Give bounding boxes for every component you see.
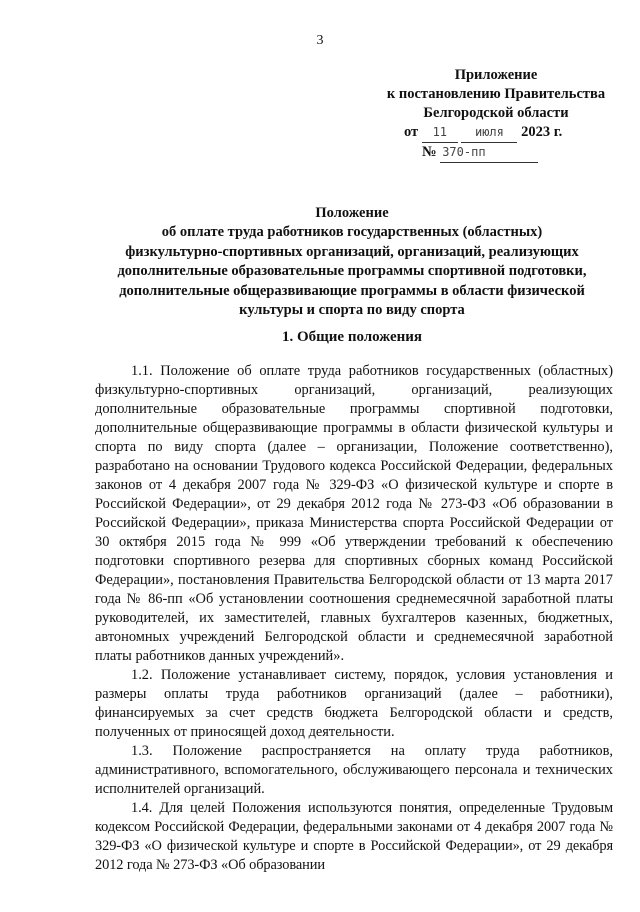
title-line: дополнительные общеразвивающие программы в области физической: [119, 282, 585, 299]
paragraph-1-1: 1.1. Положение об оплате труда работников государственных (областных) физкультурно-спортивных организаций, организаций, реализующих дополнительные образовательные программы спортивной подготовки, дополнительные общеразвивающие программы в области физической культуры и спорта по виду спорта (далее – организации, Положение соответственно), разработано на основании Трудового кодекса Российской Федерации, федеральных законов от 4 декабря 2007 года № 329-ФЗ «О физической культуре и спорте в Российской Федерации», от 29 декабря 2012 года № 273-ФЗ «Об образовании в Российской Федерации», приказа Министерства спорта Российской Федерации от 30 октября 2015 года № 999 «Об утверждении требований к обеспечению подготовки спортивного резерва для спортивных сборных команд Российской Федерации», постановления Правительства Белгородской области от 13 марта 2017 года № 86-пп «Об установлении соотношения среднемесячной заработной платы руководителей, их заместителей, главных бухгалтеров казенных, бюджетных, автономных учреждений Белгородской области и среднемесячной заработной платы работников данных учреждений».: [95, 363, 613, 664]
section-heading: 1. Общие положения: [281, 329, 423, 345]
date-month-stamp: июля: [461, 123, 517, 143]
title-heading: Положение: [315, 205, 389, 221]
page-number: 3: [316, 33, 324, 48]
approval-number: [366, 143, 626, 163]
title-line: культуры и спорта по виду спорта: [239, 302, 465, 319]
approval-title: Приложение: [454, 67, 538, 83]
approval-region-line: Белгородской области: [423, 105, 569, 121]
title-line: об оплате труда работников государственных (областных): [161, 224, 543, 241]
approval-decree-line: к постановлению Правительства: [386, 86, 606, 102]
date-prefix: от: [404, 124, 419, 140]
title-line: дополнительные образовательные программы спортивной подготовки,: [117, 263, 587, 280]
paragraph-1-3: 1.3. Положение распространяется на оплату труда работников, административного, вспомогательного, обслуживающего персонала и технических исполнителей организаций.: [95, 743, 613, 797]
date-year: 2023 г.: [521, 124, 563, 140]
paragraph-1-4: 1.4. Для целей Положения используются понятия, определенные Трудовым кодексом Российской Федерации, федеральными законами от 4 декабря 2007 года № 329-ФЗ «О физической культуре и спорте в Российской Федерации», от 29 декабря 2012 года № 273-ФЗ «Об образовании: [95, 800, 613, 873]
approval-date: [366, 123, 626, 143]
title-line: физкультурно-спортивных организаций, организаций, реализующих: [125, 243, 579, 260]
date-day-stamp: 11: [422, 123, 458, 143]
approval-block: [366, 66, 626, 163]
number-prefix: №: [422, 144, 437, 160]
number-stamp: 370-пп: [440, 143, 538, 163]
document-title: [88, 204, 616, 320]
document-body: [95, 362, 613, 875]
paragraph-1-2: 1.2. Положение устанавливает систему, порядок, условия установления и размеры оплаты труда работников организаций (далее – работники), финансируемых за счет средств бюджета Белгородской области и средств, полученных от приносящей доход деятельности.: [95, 667, 613, 740]
